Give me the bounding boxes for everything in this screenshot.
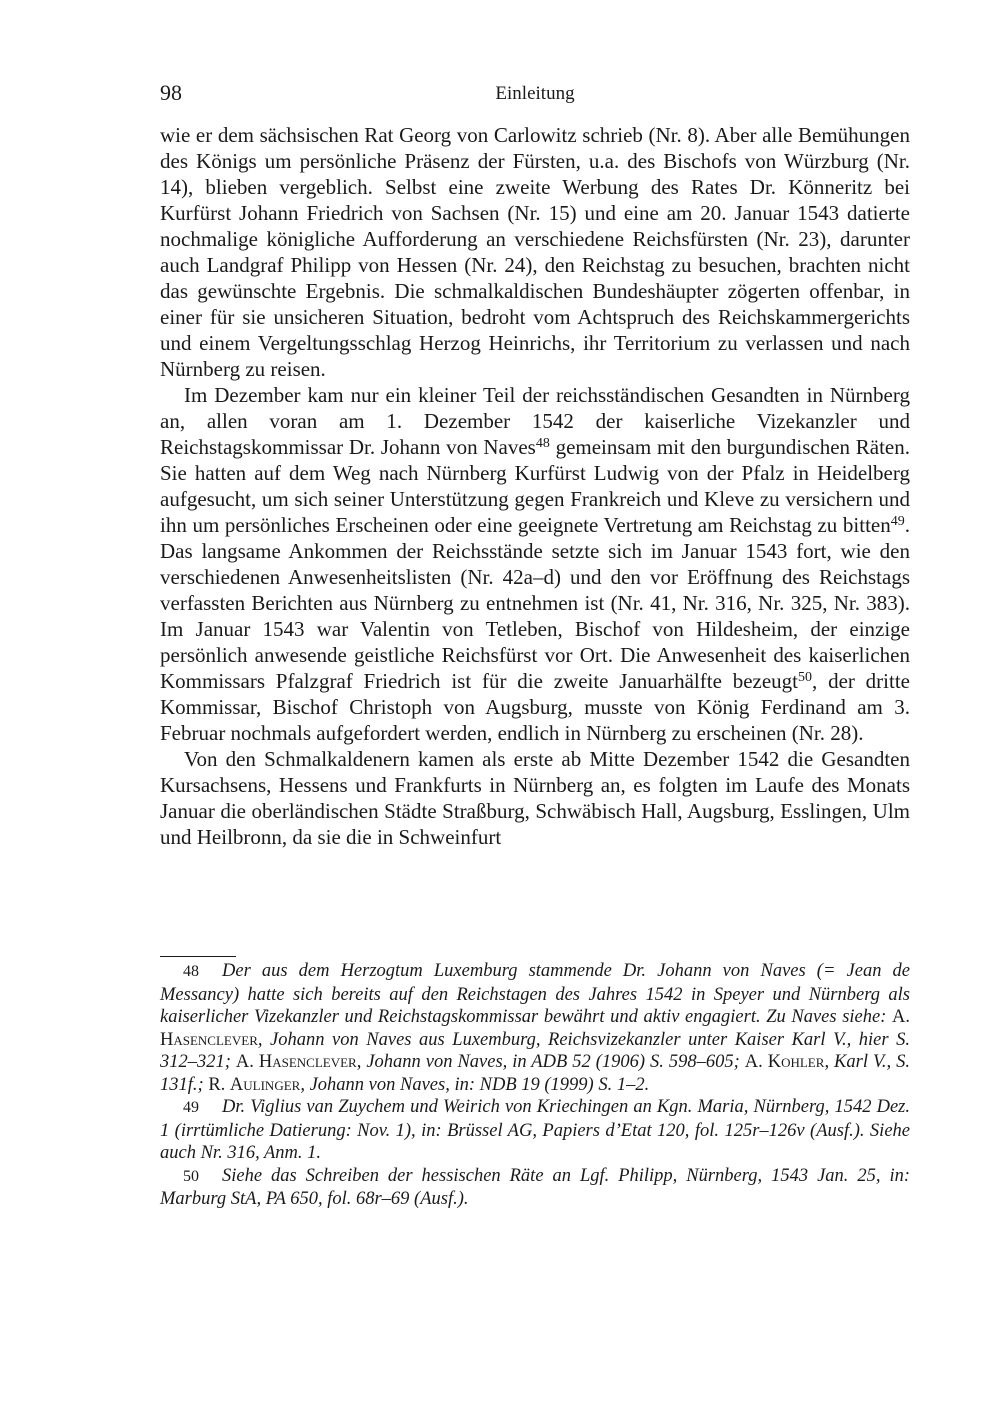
paragraph-3: Von den Schmalkaldenern kamen als erste ab Mitte Dezember 1542 die Gesandten Kursachsens, Hessens und Frankfurts in Nürnberg an, es folgten im Laufe des Monats Januar die oberländischen Städte Straßburg, Schwäbisch Hall, Augsburg, Esslingen, Ulm und Heilbronn, da sie die in Schweinfurt [160, 747, 910, 849]
footnote-separator [160, 956, 236, 957]
author-initial: A. [892, 1007, 910, 1027]
footnote-text: , Karl V., S. 131f.; [160, 1052, 910, 1095]
footnote-text: , Johann von Naves aus Luxemburg, Reichsvizekanzler unter Kaiser Karl V., hier S. 312–321; [160, 1029, 910, 1072]
author-name: Kohler [767, 1052, 825, 1072]
footnote-ref-50[interactable]: 50 [798, 670, 813, 685]
page-number: 98 [160, 80, 182, 105]
footnote-text: Der aus dem Herzogtum Luxemburg stammende Dr. Johann von Naves (= Jean de Messancy) hatte sich bereits auf den Reichstagen des Jahres 1542 in Speyer und Nürnberg als kaiserlicher Vizekanzler und Reichstagskommissar bewährt und aktiv engagiert. Zu Naves siehe: [160, 961, 910, 1027]
author-name: Hasenclever [258, 1052, 357, 1072]
footnote-text: , Johann von Naves, in: NDB 19 (1999) S. 1–2. [300, 1074, 650, 1095]
body-text [160, 122, 910, 850]
page-header [160, 80, 910, 108]
footnote-48 [160, 960, 910, 1096]
paragraph-2-text-d: , der dritte Kommissar, Bischof Christoph von Augsburg, musste von König Ferdinand am 3. Februar nochmals aufgefordert werden, endlich in Nürnberg zu erscheinen (Nr. 28). [160, 669, 910, 745]
author-initial: R. [208, 1074, 230, 1095]
footnote-number: 49 [183, 1099, 199, 1116]
footnote-text: Dr. Viglius van Zuychem und Weirich von Kriechingen an Kgn. Maria, Nürnberg, 1542 Dez. 1 (irrtümliche Datierung: Nov. 1), in: Brüssel AG, Papiers d’Etat 120, fol. 125r–126v (Ausf.). Siehe auch Nr. 316, Anm. 1. [160, 1097, 910, 1163]
footnote-50 [160, 1165, 910, 1211]
footnote-text: , Johann von Naves, in ADB 52 (1906) S. 598–605; [356, 1052, 745, 1072]
author-initial: A. [744, 1052, 768, 1072]
footnote-text: Siehe das Schreiben der hessischen Räte an Lgf. Philipp, Nürnberg, 1543 Jan. 25, in: Marburg StA, PA 650, fol. 68r–69 (Ausf.). [160, 1165, 910, 1209]
footnote-49 [160, 1096, 910, 1165]
footnote-ref-49[interactable]: 49 [890, 514, 905, 529]
paragraph-2 [160, 382, 910, 746]
footnote-number: 48 [183, 963, 199, 980]
paragraph-1: wie er dem sächsischen Rat Georg von Carlowitz schrieb (Nr. 8). Aber alle Bemühungen des Königs um persönliche Präsenz der Fürsten, u.a. des Bischofs von Würzburg (Nr. 14), blieben vergeblich. Selbst eine zweite Werbung des Rates Dr. Könneritz bei Kurfürst Johann Friedrich von Sachsen (Nr. 15) und eine am 20. Januar 1543 datierte nochmalige königliche Aufforderung an verschiedene Reichsfürsten (Nr. 23), darunter auch Landgraf Philipp von Hessen (Nr. 24), den Reichstag zu besuchen, brachten nicht das gewünschte Ergebnis. Die schmalkaldischen Bundeshäupter zögerten offenbar, in einer für sie unsicheren Situation, bedroht vom Achtspruch des Reichskammergerichts und einem Vergeltungsschlag Herzog Heinrichs, ihr Territorium zu verlassen und nach Nürnberg zu reisen. [160, 123, 910, 381]
paragraph-2-text-c: . Das langsame Ankommen der Reichsstände setzte sich im Januar 1543 fort, wie den verschiedenen Anwesenheitslisten (Nr. 42a–d) und den vor Eröffnung des Reichstags verfassten Berichten aus Nürnberg zu entnehmen ist (Nr. 41, Nr. 316, Nr. 325, Nr. 383). Im Januar 1543 war Valentin von Tetleben, Bischof von Hildesheim, der einzige persönlich anwesende geistliche Reichsfürst vor Ort. Die Anwesenheit des kaiserlichen Kommissars Pfalzgraf Friedrich ist für die zweite Januarhälfte bezeugt [160, 513, 910, 693]
author-name: Hasenclever [160, 1029, 258, 1050]
paragraph-2-text-a: Im Dezember kam nur ein kleiner Teil der reichsständischen Gesandten in Nürnberg an, allen voran am 1. Dezember 1542 der kaiserliche Vizekanzler und Reichstagskommissar Dr. Johann von Naves [160, 383, 910, 459]
running-head: Einleitung [495, 83, 575, 104]
author-initial: A. [235, 1052, 259, 1072]
footnotes [160, 960, 910, 1211]
footnote-number: 50 [183, 1167, 199, 1185]
paragraph-2-text-b: gemeinsam mit den burgundischen Räten. Sie hatten auf dem Weg nach Nürnberg Kurfürst Ludwig von der Pfalz in Heidelberg aufgesucht, um sich seiner Unterstützung gegen Frankreich und Kleve zu versichern und ihn um persönliches Erscheinen oder eine geeignete Vertretung am Reichstag zu bitten [160, 435, 910, 537]
author-name: Aulinger [229, 1074, 301, 1095]
footnote-ref-48[interactable]: 48 [535, 436, 550, 451]
